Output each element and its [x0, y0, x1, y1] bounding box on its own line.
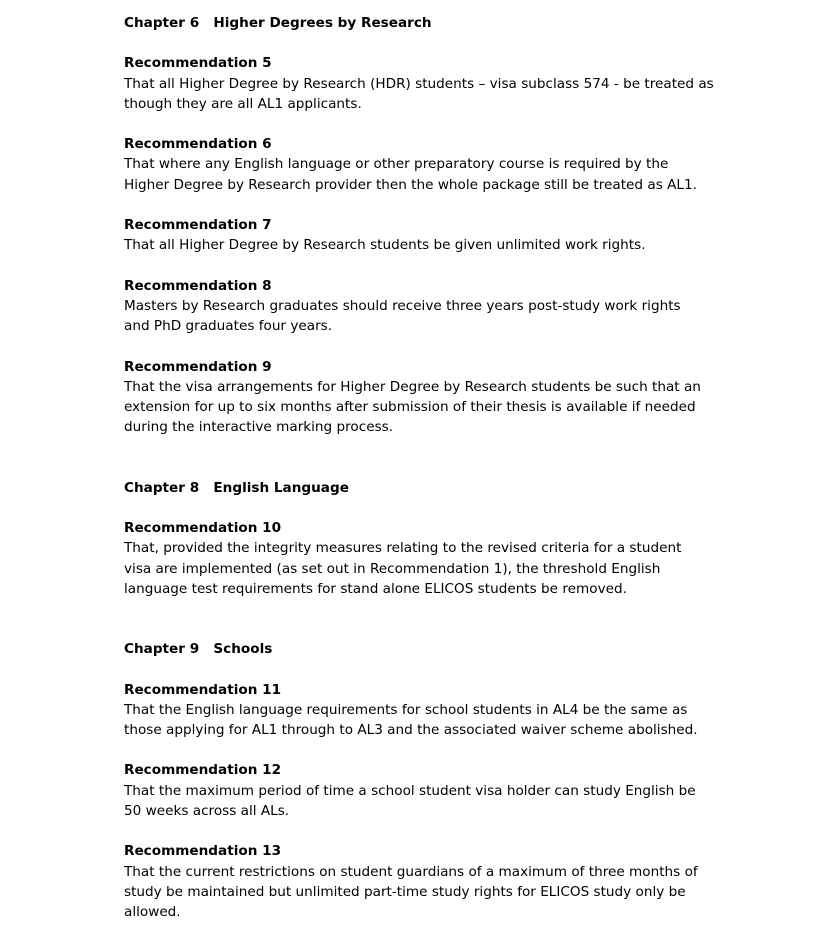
- recommendation-6: [124, 134, 724, 195]
- recommendation-title: Recommendation 6: [124, 136, 272, 153]
- text-line: study be maintained but unlimited part-time study rights for ELICOS study only be: [124, 883, 686, 900]
- text-line: those applying for AL1 through to AL3 and the associated waiver scheme abolished.: [124, 722, 698, 739]
- text-line: allowed.: [124, 904, 181, 921]
- recommendation-title: Recommendation 9: [124, 358, 272, 375]
- text-line: That where any English language or other preparatory course is required by the: [124, 156, 669, 173]
- text-line: during the interactive marking process.: [124, 419, 394, 436]
- text-line: That the maximum period of time a school student visa holder can study English be: [124, 782, 696, 799]
- recommendation-text: [124, 235, 724, 255]
- text-line: 50 weeks across all ALs.: [124, 803, 290, 820]
- recommendation-11: [124, 680, 724, 741]
- recommendation-title: Recommendation 11: [124, 681, 282, 698]
- text-line: That the English language requirements for school students in AL4 be the same as: [124, 701, 688, 718]
- text-line: That, provided the integrity measures relating to the revised criteria for a student: [124, 540, 682, 557]
- chapter-8: [124, 478, 724, 599]
- text-line: Masters by Research graduates should receive three years post-study work rights: [124, 297, 681, 314]
- recommendation-title: Recommendation 12: [124, 762, 282, 779]
- recommendation-title: Recommendation 8: [124, 277, 272, 294]
- recommendation-7: [124, 215, 724, 256]
- recommendation-title: Recommendation 10: [124, 520, 282, 537]
- recommendation-text: [124, 154, 724, 195]
- recommendation-text: [124, 862, 724, 923]
- text-line: though they are all AL1 applicants.: [124, 95, 362, 112]
- recommendation-13: [124, 841, 724, 922]
- recommendation-9: [124, 357, 724, 438]
- recommendation-title: Recommendation 7: [124, 217, 272, 234]
- recommendation-text: [124, 700, 724, 741]
- text-line: and PhD graduates four years.: [124, 318, 333, 335]
- text-line: extension for up to six months after submission of their thesis is available if needed: [124, 399, 696, 416]
- recommendation-12: [124, 760, 724, 821]
- recommendation-title: Recommendation 13: [124, 843, 282, 860]
- chapter-6: [124, 13, 724, 438]
- text-line: Higher Degree by Research provider then the whole package still be treated as AL1.: [124, 176, 697, 193]
- chapter-heading: Chapter 8 English Language: [124, 479, 349, 496]
- text-line: That all Higher Degree by Research students be given unlimited work rights.: [124, 237, 646, 254]
- text-line: visa are implemented (as set out in Recommendation 1), the threshold English: [124, 560, 661, 577]
- chapter-heading: Chapter 6 Higher Degrees by Research: [124, 15, 432, 31]
- chapter-heading: Chapter 9 Schools: [124, 641, 273, 658]
- text-line: That the current restrictions on student guardians of a maximum of three months of: [124, 863, 698, 880]
- recommendation-text: [124, 781, 724, 822]
- text-line: That all Higher Degree by Research (HDR) students – visa subclass 574 - be treated as: [124, 75, 714, 92]
- recommendation-text: [124, 74, 724, 115]
- recommendation-title: Recommendation 5: [124, 55, 272, 72]
- chapter-9: [124, 639, 724, 922]
- document-page: [124, 13, 724, 923]
- recommendation-text: [124, 296, 724, 337]
- recommendation-5: [124, 53, 724, 114]
- text-line: language test requirements for stand alone ELICOS students be removed.: [124, 580, 627, 597]
- recommendation-8: [124, 276, 724, 337]
- recommendation-text: [124, 538, 724, 599]
- recommendation-10: [124, 518, 724, 599]
- recommendation-text: [124, 377, 724, 438]
- text-line: That the visa arrangements for Higher Degree by Research students be such that an: [124, 378, 701, 395]
